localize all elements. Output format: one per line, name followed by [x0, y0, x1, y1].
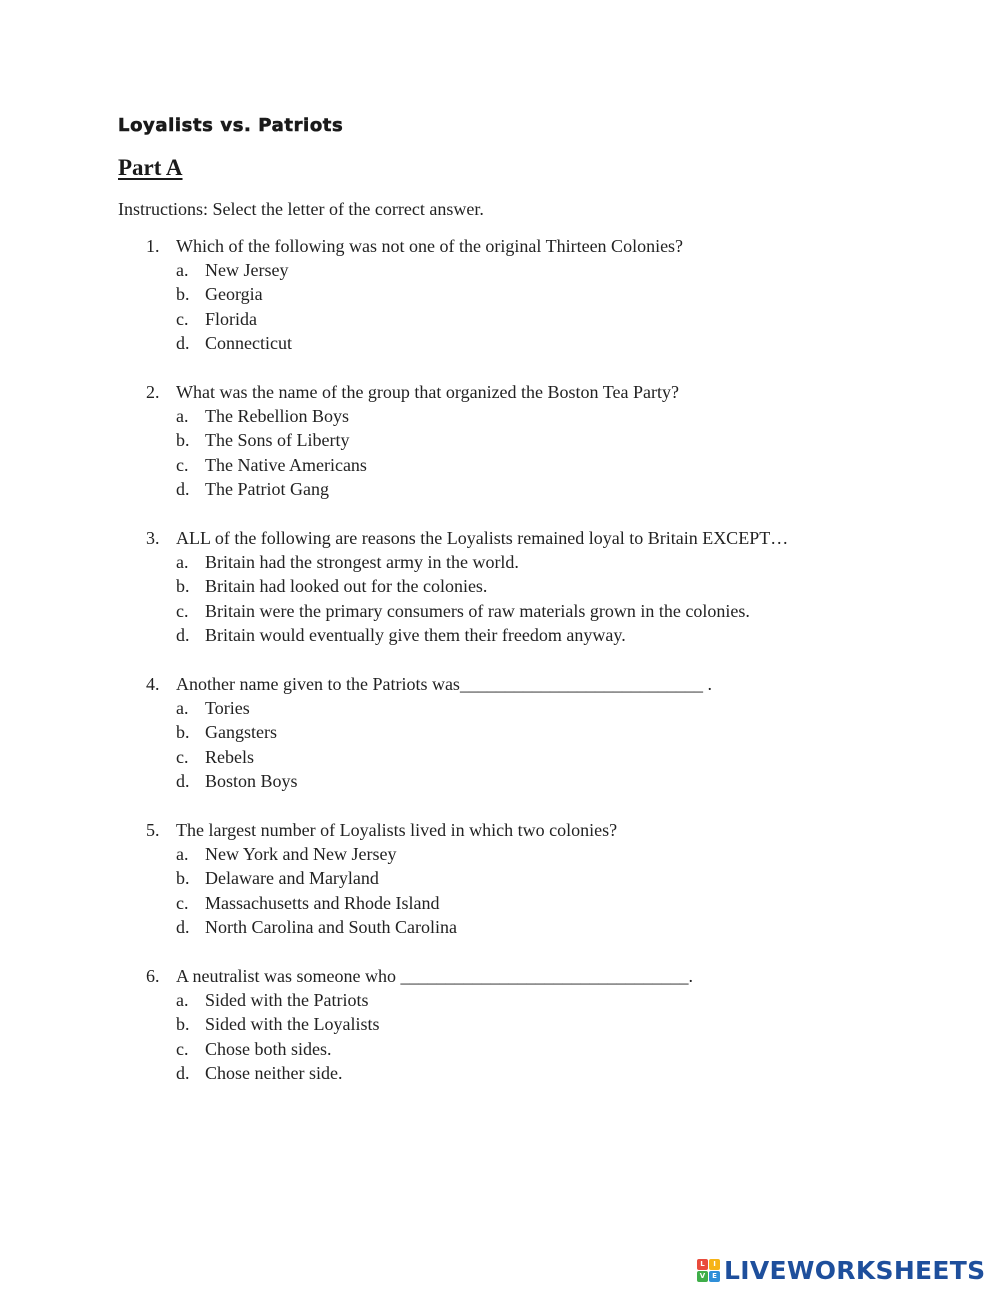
option-letter: a.	[176, 260, 189, 280]
answer-options	[176, 550, 750, 647]
question-number: 2.	[146, 382, 160, 402]
logo-block: V	[697, 1271, 708, 1282]
option-text: Tories	[205, 698, 250, 718]
option-letter: d.	[176, 1062, 190, 1083]
question-2	[0, 380, 1000, 526]
option-text: North Carolina and South Carolina	[205, 916, 457, 937]
option-letter: d.	[176, 478, 190, 499]
option-letter: c.	[176, 1038, 189, 1059]
question-prompt	[146, 818, 617, 842]
answer-options	[176, 258, 292, 355]
question-text: The largest number of Loyalists lived in which two colonies?	[176, 820, 618, 840]
option-text: New York and New Jersey	[205, 844, 397, 864]
answer-option-d[interactable]	[176, 915, 457, 939]
option-text: Britain had the strongest army in the world.	[205, 552, 519, 572]
answer-option-a[interactable]	[176, 696, 298, 720]
question-prompt	[146, 672, 712, 696]
option-text: Connecticut	[205, 332, 292, 353]
question-prompt	[146, 234, 683, 258]
question-text: Another name given to the Patriots was___________________________ .	[176, 674, 712, 694]
logo-wordmark: LIVEWORKSHEETS	[724, 1255, 986, 1285]
question-prompt	[146, 964, 693, 988]
option-text: Florida	[205, 308, 257, 329]
answer-option-d[interactable]	[176, 769, 298, 793]
option-text: The Rebellion Boys	[205, 406, 349, 426]
part-heading: Part A	[118, 155, 183, 180]
logo-block: E	[709, 1271, 720, 1282]
option-letter: b.	[176, 868, 190, 889]
logo-block: L	[697, 1259, 708, 1270]
option-text: Sided with the Patriots	[205, 990, 369, 1010]
question-prompt	[146, 526, 788, 550]
question-number: 6.	[146, 966, 160, 986]
answer-options	[176, 404, 367, 501]
logo-blocks-icon	[697, 1259, 720, 1282]
option-letter: d.	[176, 916, 190, 937]
answer-option-c[interactable]	[176, 453, 367, 477]
option-letter: a.	[176, 552, 189, 572]
option-text: Gangsters	[205, 722, 277, 743]
option-text: Chose both sides.	[205, 1038, 332, 1059]
option-text: Georgia	[205, 284, 263, 305]
option-text: Britain were the primary consumers of raw materials grown in the colonies.	[205, 600, 750, 621]
answer-option-c[interactable]	[176, 891, 457, 915]
option-letter: c.	[176, 600, 189, 621]
answer-option-a[interactable]	[176, 550, 750, 574]
question-1	[0, 234, 1000, 380]
question-prompt	[146, 380, 679, 404]
answer-option-a[interactable]	[176, 258, 292, 282]
option-text: Chose neither side.	[205, 1062, 343, 1083]
option-letter: c.	[176, 454, 189, 475]
option-text: The Sons of Liberty	[205, 430, 350, 451]
answer-option-c[interactable]	[176, 307, 292, 331]
answer-options	[176, 988, 380, 1085]
option-text: Britain had looked out for the colonies.	[205, 576, 488, 597]
answer-option-d[interactable]	[176, 1061, 380, 1085]
logo-block: I	[709, 1259, 720, 1270]
question-text: A neutralist was someone who ________________________________.	[176, 966, 693, 986]
answer-options	[176, 842, 457, 939]
answer-option-b[interactable]	[176, 428, 367, 452]
answer-option-d[interactable]	[176, 623, 750, 647]
question-3	[0, 526, 1000, 672]
question-4	[0, 672, 1000, 818]
answer-option-a[interactable]	[176, 988, 380, 1012]
option-letter: b.	[176, 430, 190, 451]
question-6	[0, 964, 1000, 1110]
worksheet-title: Loyalists vs. Patriots	[118, 115, 344, 136]
option-text: Britain would eventually give them their freedom anyway.	[205, 624, 626, 645]
answer-option-a[interactable]	[176, 842, 457, 866]
question-number: 4.	[146, 674, 160, 694]
answer-option-d[interactable]	[176, 477, 367, 501]
option-text: Delaware and Maryland	[205, 868, 379, 889]
answer-option-c[interactable]	[176, 745, 298, 769]
question-text: ALL of the following are reasons the Loyalists remained loyal to Britain EXCEPT…	[176, 528, 789, 548]
question-number: 3.	[146, 528, 160, 548]
option-letter: a.	[176, 990, 189, 1010]
answer-option-b[interactable]	[176, 866, 457, 890]
question-text: What was the name of the group that organized the Boston Tea Party?	[176, 382, 679, 402]
option-text: Rebels	[205, 746, 254, 767]
answer-option-c[interactable]	[176, 1037, 380, 1061]
option-text: Boston Boys	[205, 770, 298, 791]
answer-option-b[interactable]	[176, 282, 292, 306]
answer-option-b[interactable]	[176, 1012, 380, 1036]
liveworksheets-logo	[697, 1254, 985, 1286]
answer-option-a[interactable]	[176, 404, 367, 428]
option-letter: b.	[176, 722, 190, 743]
answer-option-d[interactable]	[176, 331, 292, 355]
option-letter: b.	[176, 284, 190, 305]
option-letter: d.	[176, 624, 190, 645]
option-letter: a.	[176, 844, 189, 864]
question-number: 1.	[146, 236, 160, 256]
option-text: The Native Americans	[205, 454, 367, 475]
option-text: Massachusetts and Rhode Island	[205, 892, 440, 913]
question-text: Which of the following was not one of the original Thirteen Colonies?	[176, 236, 684, 256]
question-number: 5.	[146, 820, 160, 840]
option-letter: c.	[176, 892, 189, 913]
option-letter: a.	[176, 406, 189, 426]
answer-option-b[interactable]	[176, 574, 750, 598]
question-list	[0, 234, 1000, 1110]
option-text: The Patriot Gang	[205, 478, 329, 499]
option-letter: c.	[176, 308, 189, 329]
answer-option-b[interactable]	[176, 720, 298, 744]
option-letter: c.	[176, 746, 189, 767]
option-letter: b.	[176, 576, 190, 597]
answer-option-c[interactable]	[176, 599, 750, 623]
option-letter: b.	[176, 1014, 190, 1035]
option-letter: d.	[176, 332, 190, 353]
option-text: Sided with the Loyalists	[205, 1014, 380, 1035]
instructions-text: Instructions: Select the letter of the correct answer.	[118, 199, 484, 219]
option-letter: d.	[176, 770, 190, 791]
option-letter: a.	[176, 698, 189, 718]
answer-options	[176, 696, 298, 793]
question-5	[0, 818, 1000, 964]
option-text: New Jersey	[205, 260, 289, 280]
